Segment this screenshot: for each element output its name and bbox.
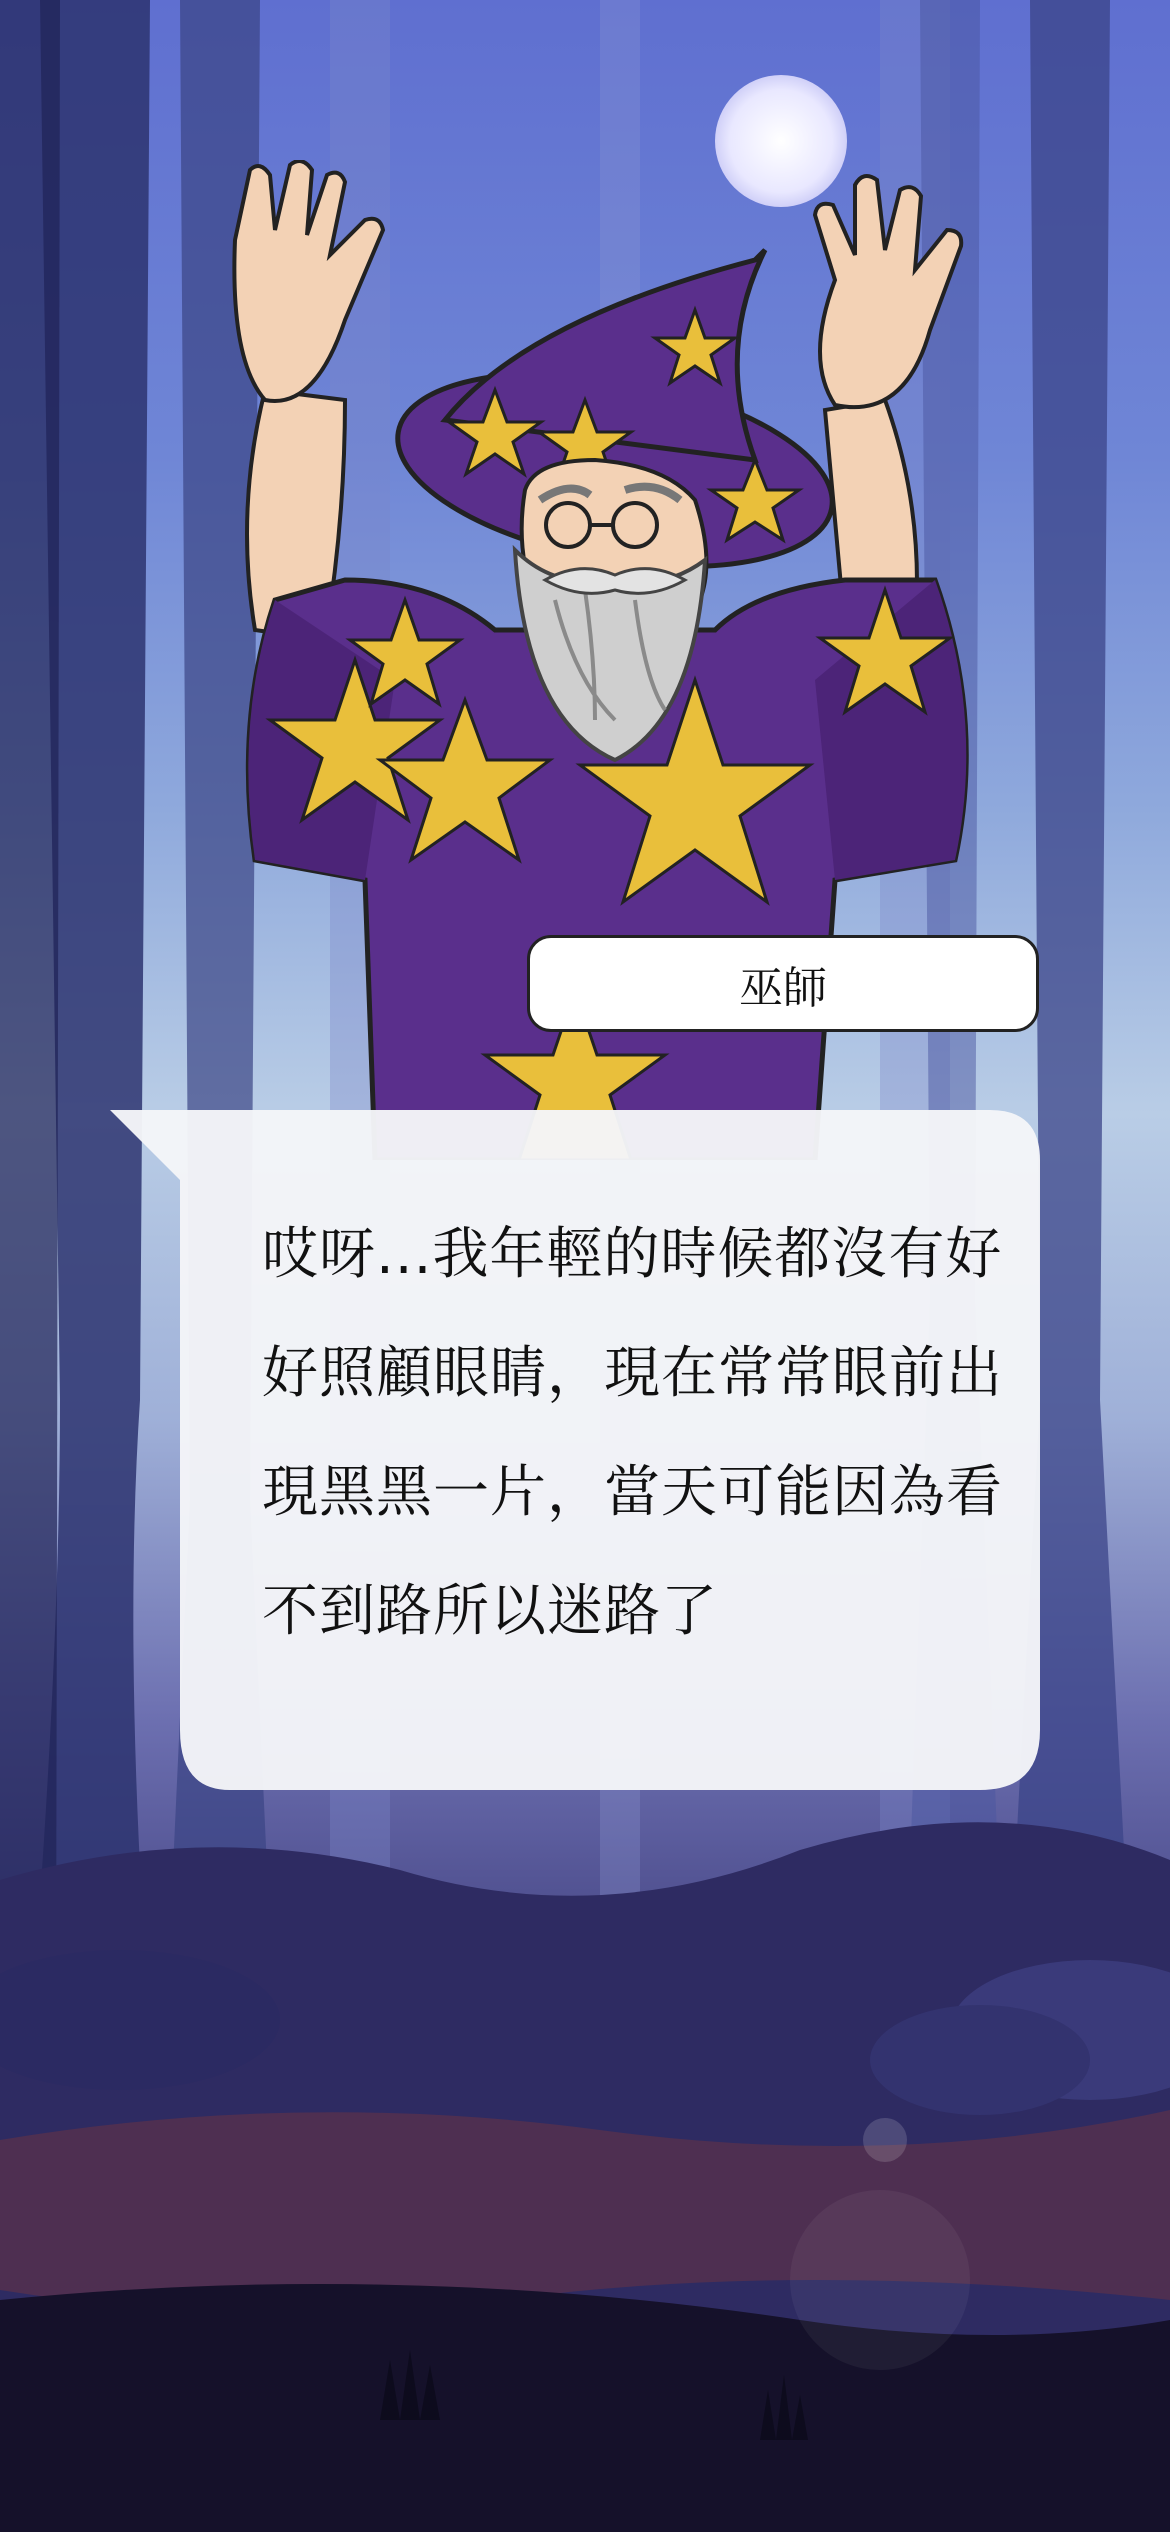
dialogue-box[interactable]	[110, 1110, 1040, 1790]
speaker-name-tag: 巫師	[527, 935, 1039, 1032]
dialogue-text: 哎呀...我年輕的時候都沒有好好照顧眼睛，現在常常眼前出現黑黑一片，當天可能因為看不到路所以迷路了	[262, 1222, 1003, 1644]
